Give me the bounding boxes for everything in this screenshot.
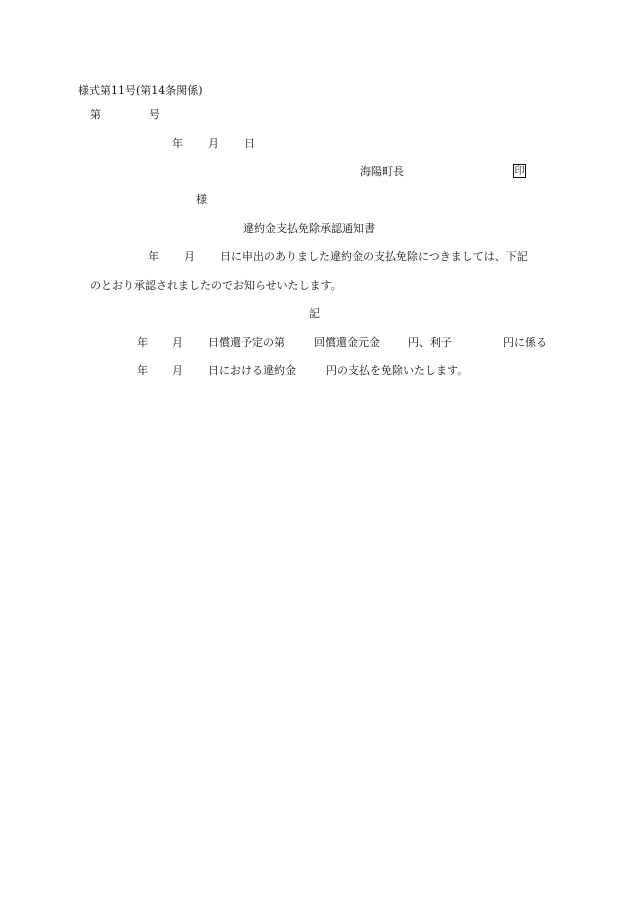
detail1-text4: 円に係る: [503, 336, 547, 349]
date-day: 日: [244, 137, 255, 150]
form-number: 様式第11号(第14条関係): [78, 84, 203, 97]
detail1-text1: 日償還予定の第: [208, 336, 285, 349]
date-month: 月: [208, 137, 219, 150]
addressee-suffix: 様: [196, 193, 207, 206]
detail2-month: 月: [172, 364, 183, 377]
detail2-text2: 円の支払を免除いたします。: [326, 364, 469, 377]
doc-number-suffix: 号: [149, 108, 160, 121]
doc-number-prefix: 第: [90, 108, 101, 121]
body-month: 月: [184, 250, 195, 263]
detail1-text2: 回償還金元金: [314, 336, 380, 349]
body-line2-text: のとおり承認されましたのでお知らせいたします。: [90, 279, 342, 292]
detail2-text1: 日における違約金: [208, 364, 296, 377]
document-title: 違約金支払免除承認通知書: [243, 222, 375, 235]
date-year: 年: [172, 137, 183, 150]
body-line1-text: 日に申出のありました違約金の支払免除につきましては、下記: [220, 250, 528, 263]
detail1-text3: 円、利子: [408, 336, 452, 349]
seal-mark: 印: [514, 166, 525, 177]
detail1-month: 月: [172, 336, 183, 349]
detail1-year: 年: [137, 336, 148, 349]
issuer-name: 海陽町長: [360, 165, 404, 178]
ki-heading: 記: [309, 307, 320, 320]
body-year: 年: [148, 250, 159, 263]
detail2-year: 年: [137, 364, 148, 377]
